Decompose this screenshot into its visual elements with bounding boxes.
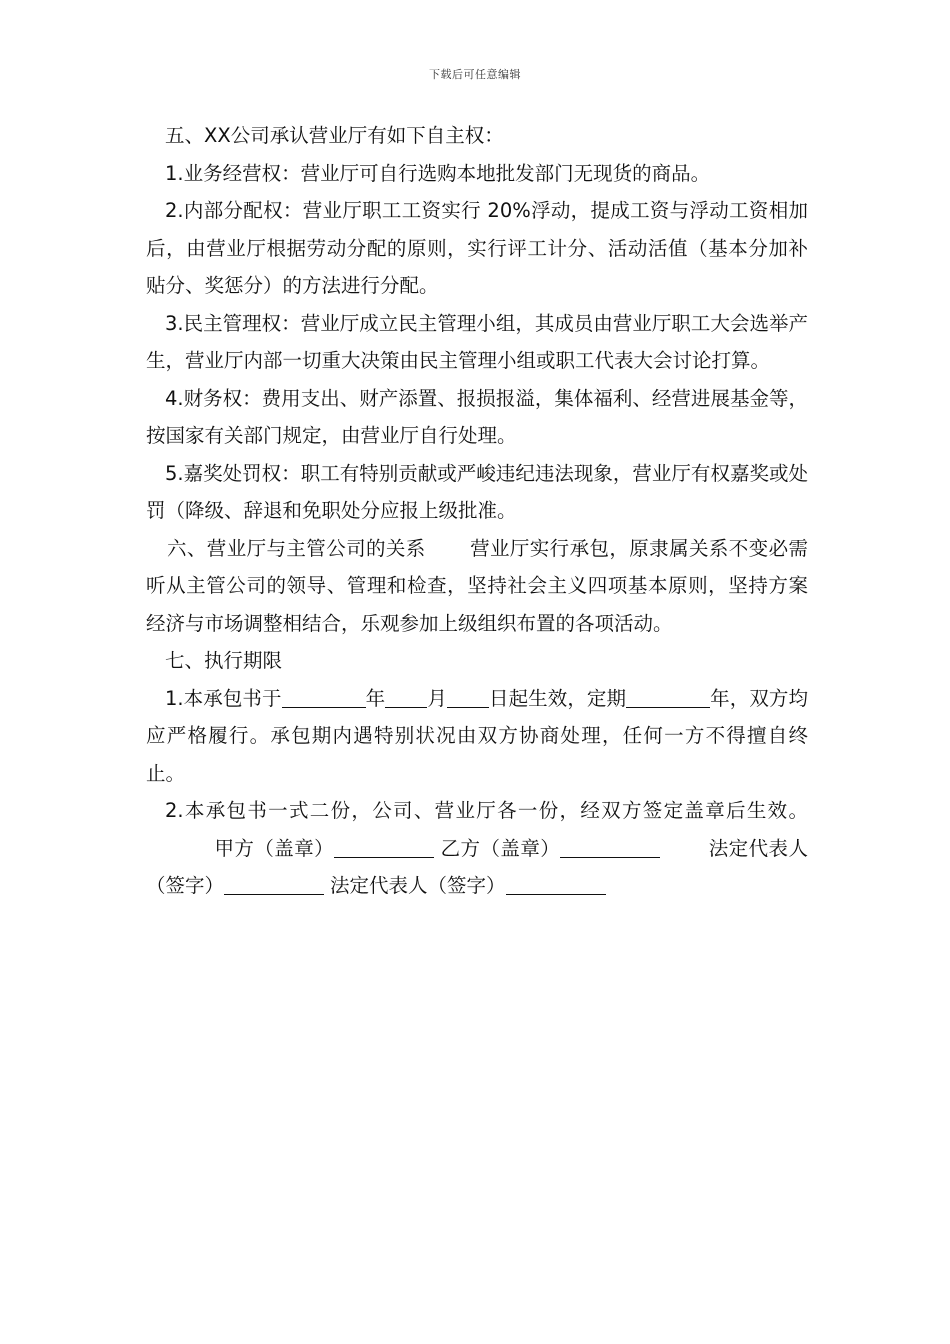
copies-text: 2.本承包书一式二份，公司、营业厅各一份，经双方签定盖章后生效。 [165,799,808,822]
party-a-rep-label: 法定代表人（签字） [146,836,808,897]
term-years-blank [626,687,710,708]
term-text-mid: 日起生效，定期 [488,686,627,710]
section-7-item-1 [146,680,808,793]
year-label: 年 [365,686,386,710]
start-year-blank [282,687,366,708]
start-day-blank [447,687,489,708]
party-b-rep-label: 法定代表人（签字） [330,874,506,897]
term-text-end: 年，双方均应严格履行。承包期内遇特别状况由双方协商处理，任何一方不得擅自终止。 [146,686,808,785]
party-b-seal-label: 乙方（盖章） [440,836,561,860]
page-header: 下载后可任意编辑 [429,68,521,81]
party-b-seal-blank [560,837,660,858]
party-b-rep-blank [506,875,606,896]
section-6-body: 营业厅实行承包，原隶属关系不变必需听从主管公司的领导、管理和检查，坚持社会主义四项基本原则，坚持方案经济与市场调整相结合，乐观参加上级组织布置的各项活动。 [146,536,808,635]
term-text-start: 1.本承包书于 [165,686,282,710]
start-month-blank [385,687,427,708]
section-5-title: 五、XX公司承认营业厅有如下自主权： [165,124,504,147]
party-a-rep-blank [224,875,324,896]
section-5-item-4: 4.财务权：费用支出、财产添置、报损报溢，集体福利、经营进展基金等，按国家有关部门规定，由营业厅自行处理。 [146,386,808,447]
section-7-item-2 [146,792,808,905]
party-a-seal-label: 甲方（盖章） [214,836,335,860]
section-5-item-5: 5.嘉奖处罚权：职工有特别贡献或严峻违纪违法现象，营业厅有权嘉奖或处罚（降级、辞退和免职处分应报上级批准。 [146,461,808,522]
section-6-heading: 六、营业厅与主管公司的关系 [167,536,426,560]
section-5-item-1: 1.业务经营权：营业厅可自行选购本地批发部门无现货的商品。 [165,161,711,185]
month-label: 月 [427,686,447,710]
section-6-paragraph [146,530,808,643]
section-7-title: 七、执行期限 [165,649,283,672]
party-a-seal-blank [334,837,434,858]
document-body [146,117,808,905]
section-5-item-2: 2.内部分配权：营业厅职工工资实行 20%浮动，提成工资与浮动工资相加后，由营业厅根据劳动分配的原则，实行评工计分、活动活值（基本分加补贴分、奖惩分）的方法进行分配。 [146,199,808,297]
section-5-item-3: 3.民主管理权：营业厅成立民主管理小组，其成员由营业厅职工大会选举产生，营业厅内部一切重大决策由民主管理小组或职工代表大会讨论打算。 [146,311,808,372]
